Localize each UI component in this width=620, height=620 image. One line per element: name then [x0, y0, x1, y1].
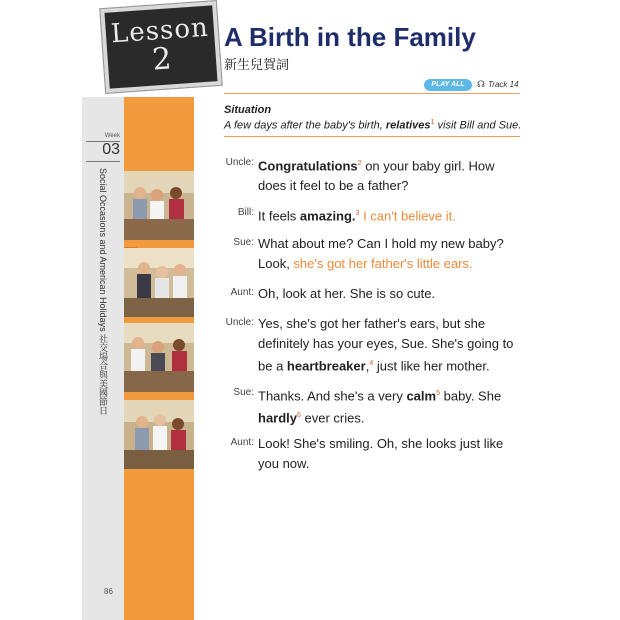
footnote-marker: 5 — [436, 390, 440, 397]
dialogue-text-part: on your baby girl. How does it feel to be a father? — [258, 158, 495, 194]
footnote-marker: 4 — [369, 360, 374, 367]
vocab-word: calm — [406, 388, 437, 404]
speaker-label: Uncle: — [225, 317, 254, 328]
situation-heading: Situation — [224, 104, 272, 116]
week-indicator — [86, 133, 120, 167]
dialogue-text-part: , — [365, 358, 370, 374]
footnote-marker: 3 — [355, 210, 360, 217]
unit-title — [97, 168, 109, 418]
header-rule — [224, 93, 520, 94]
family-photo-2 — [124, 248, 194, 317]
vocab-word: amazing. — [299, 208, 356, 224]
lesson-badge-word: Lesson — [110, 12, 210, 50]
dialogue-text — [258, 234, 526, 274]
dialogue-text-part: Yes, she's got her father's ears, but she definitely has your eyes, Sue. She's going to be a — [258, 316, 514, 374]
page-number: 86 — [104, 587, 113, 596]
vocab-word: Congratulations — [258, 158, 358, 174]
highlighted-phrase: I can't believe it. — [359, 208, 456, 224]
dialogue-text — [258, 154, 526, 196]
speaker-label: Uncle: — [225, 157, 254, 168]
situation-text-part: A few days after the baby's birth, — [224, 119, 386, 132]
family-photo-3 — [124, 323, 194, 392]
week-label: Week — [104, 133, 120, 139]
lesson-title: A Birth in the Family — [224, 22, 476, 52]
speaker-label: Aunt: — [230, 437, 254, 448]
dialogue-text — [258, 384, 526, 429]
dialogue-text — [258, 204, 526, 226]
divider — [86, 161, 120, 162]
speaker-label: Sue: — [233, 237, 254, 248]
lesson-badge-number: 2 — [151, 41, 173, 78]
vocab-word: relatives — [385, 119, 431, 132]
speaker-label: Sue: — [233, 387, 254, 398]
headphones-icon: ☊ — [477, 79, 485, 89]
dialogue-text — [258, 434, 526, 474]
family-photo-4 — [124, 400, 194, 469]
dialogue-text-part: It feels — [258, 208, 300, 224]
footnote-marker: 1 — [430, 119, 435, 126]
week-number: 03 — [102, 141, 120, 158]
dialogue-text-part: What about me? Can I hold my new baby? Look, — [258, 236, 504, 271]
footnote-marker: 6 — [297, 412, 301, 420]
dialogue-text-part: Look! She's smiling. Oh, she looks just like you now. — [258, 436, 504, 471]
family-photo-1 — [124, 171, 194, 240]
dialogue-text — [258, 314, 526, 376]
play-all-button[interactable]: PLAY ALL — [424, 79, 472, 91]
situation-text — [224, 119, 521, 132]
situation-rule — [224, 136, 520, 137]
lesson-badge — [100, 1, 222, 93]
dialogue-text-part: ever cries. — [300, 410, 365, 426]
dialogue-text-part: Thanks. And she's a very — [258, 388, 407, 404]
dialogue-text-part: Oh, look at her. She is so cute. — [258, 286, 436, 301]
dialogue-text — [258, 284, 526, 304]
dialogue-text-part: baby. She — [440, 388, 502, 404]
highlighted-phrase: she's got her father's little ears. — [293, 256, 473, 271]
track-label: Track 14 — [488, 80, 519, 89]
speaker-label: Bill: — [237, 207, 254, 218]
vocab-word: hardly — [258, 410, 298, 426]
situation-text-part: visit Bill and Sue. — [434, 119, 522, 132]
vocab-word: heartbreaker — [286, 358, 366, 374]
footnote-marker: 2 — [357, 160, 362, 167]
dialogue-text-part: just like her mother. — [373, 358, 490, 374]
speaker-label: Aunt: — [230, 287, 254, 298]
lesson-subtitle: 新生兒賀詞 — [224, 57, 290, 72]
unit-title-text: Social Occasions and American Holidays 社交場合與美國節日 — [98, 168, 108, 416]
